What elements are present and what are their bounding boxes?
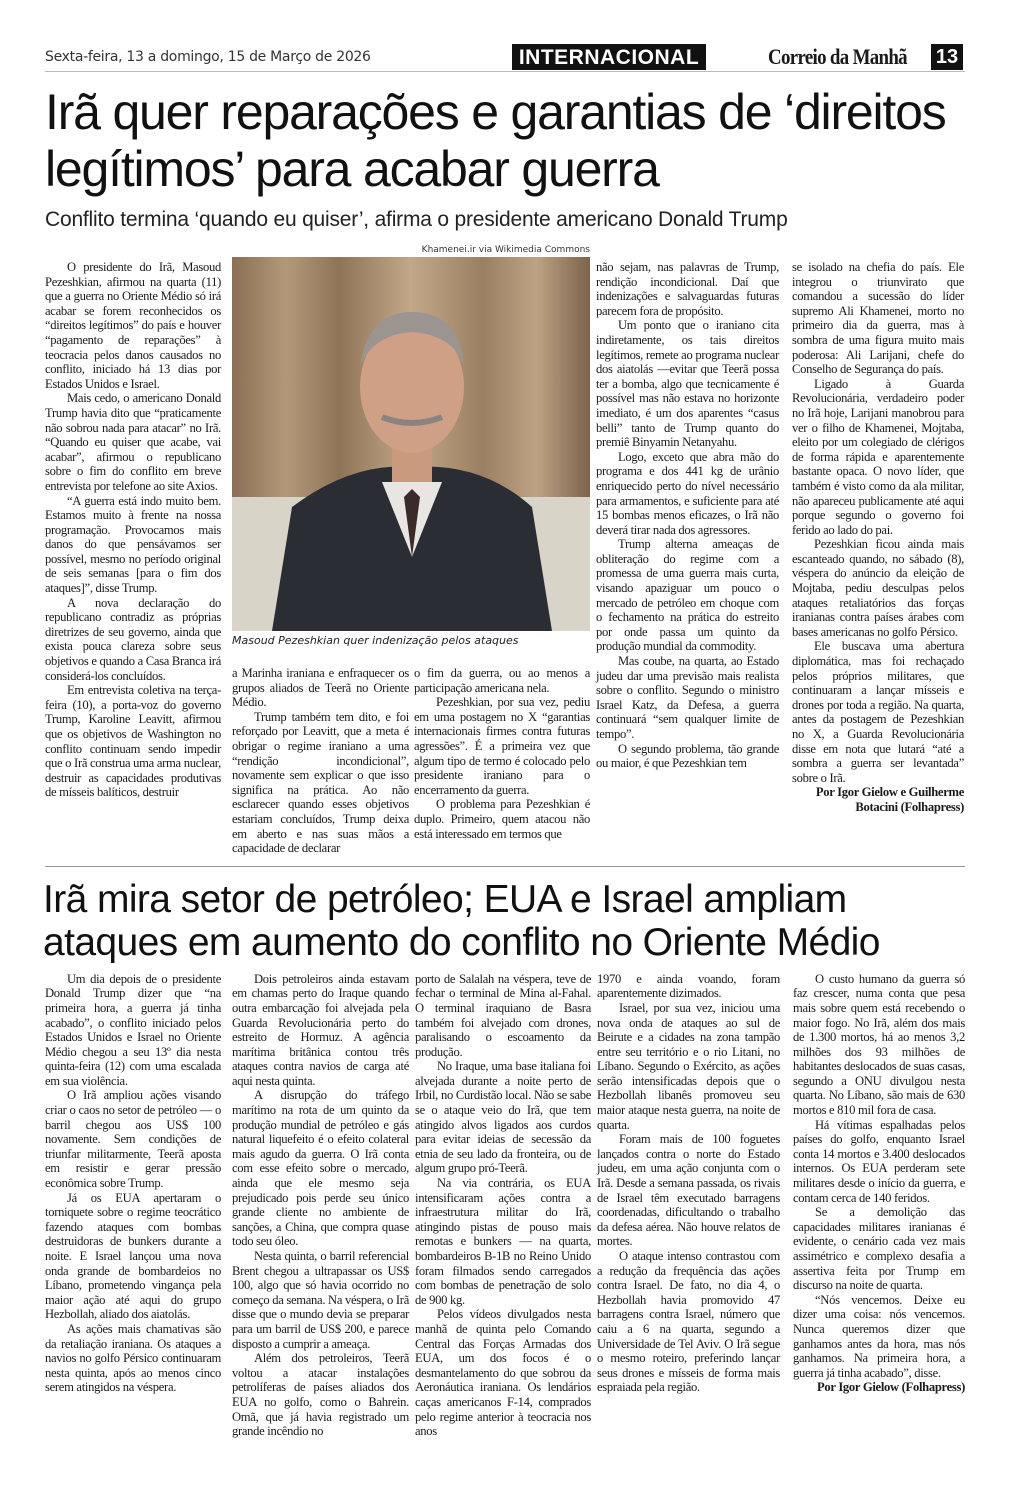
byline: Por Igor Gielow (Folhapress) (817, 1380, 965, 1395)
paragraph: Nesta quinta, o barril referencial Brent chegou a ultrapassar os US$ 100, algo que só havia ocorrido no começo da semana. Na véspera, o Irã disse que o mundo devia se preparar para um barril de US$ 200, e parece disposto a cumprir a ameaça. (232, 1249, 409, 1351)
paragraph: Na via contrária, os EUA intensificaram ações contra a infraestrutura militar do Irã, atingindo pistas de pouso mais remotas e bunkers — na quarta, bombardeiros B-1B no Reino Unido foram filmados sendo carregados com bombas de penetração de solo de 900 kg. (415, 1176, 591, 1307)
byline: Por Igor Gielow e Guilherme Botacini (Folhapress) (815, 785, 964, 814)
paragraph: Ele buscava uma abertura diplomática, mas foi rechaçado pelos próprios militares, que continuaram a lançar mísseis e drones por toda a região. Na quarta, antes da postagem de Pezeshkian no X, a Guarda Revolucionária disse em nota que lutará “até a sombra a guerra ser levantada” sobre o Irã. (792, 639, 964, 785)
paragraph: O Irã ampliou ações visando criar o caos no setor de petróleo — o barril chegou aos US$ 100 novamente. Sem condições de triunfar militarmente, Teerã aposta em resistir e gerar pressão econômica sobre Trump. (45, 1088, 221, 1191)
paragraph: não sejam, nas palavras de Trump, rendição incondicional. Daí que indenizações e salvaguardas futuras parecem fora de propósito. (596, 260, 779, 318)
article1-subheadline: Conflito termina ‘quando eu quiser’, afirma o presidente americano Donald Trump (45, 208, 788, 231)
paragraph: Já os EUA apertaram o torniquete sobre o regime teocrático fazendo ataques com bombas destruidoras de bunkers durante a noite. E Israel lançou uma nova onda grande de bombardeios no Líbano, prometendo vingança pela maior ação até aqui do grupo Hezbollah, aliado dos aiatolás. (45, 1190, 221, 1322)
article1-column-5 (792, 244, 964, 815)
paragraph: Pezeshkian, por sua vez, pediu em uma postagem no X “garantias internacionais firmes contra futuras agressões”. É a primeira vez que algum tipo de termo é colocado pelo presidente iraniano para o encerramento da guerra. (414, 695, 590, 797)
paragraph: O problema para Pezeshkian é duplo. Primeiro, quem atacou não está interessado em termos que (414, 797, 590, 841)
paragraph: Um dia depois de o presidente Donald Trump dizer que “na primeira hora, a guerra já tinha acabado”, o conflito iniciado pelos Estados Unidos e Israel no Oriente Médio chegou a seu 13º dia nesta quinta-feira (12) com uma escalada em sua violência. (45, 971, 221, 1088)
paragraph: 1970 e ainda voando, foram aparentemente dizimados. (597, 971, 780, 1001)
article1-column-3 (414, 666, 590, 856)
paragraph: O presidente do Irã, Masoud Pezeshkian, afirmou na quarta (11) que a guerra no Oriente Médio só irá acabar se forem reconhecidos os “direitos legítimos” do país e houver “pagamento de reparações” à teocracia pelos danos causados no conflito, iniciado há 13 dias por Estados Unidos e Israel. (45, 260, 221, 391)
paragraph: A disrupção do tráfego marítimo na rota de um quinto da produção mundial de petróleo e gás natural liquefeito é o efeito colateral mais agudo da guerra. O Irã conta com esse efeito sobre o mercado, ainda que ele mesmo seja prejudicado pois perde seu único grande cliente no ambiente de sanções, a China, que compra quase todo seu óleo. (232, 1088, 409, 1249)
paragraph: Ligado à Guarda Revolucionária, verdadeiro poder no Irã hoje, Larijani manobrou para ver o filho de Khamenei, Mojtaba, eleito por um colegiado de clérigos de forma rápida e aparentemente bastante opaca. O novo líder, que também é visto como da ala militar, não apareceu publicamente até aqui porque segundo o governo foi ferido ao lado do pai. (792, 376, 964, 537)
paragraph: No Iraque, uma base italiana foi alvejada durante a noite perto de Irbil, no Curdistão local. Não se sabe se o ataque veio do Irã, que tem atingido alvos ligados aos curdos para evitar ideias de secessão da etnia de seu lado da fronteira, ou de algum grupo pró-Teerã. (415, 1059, 591, 1176)
article2-column-1 (45, 972, 221, 1395)
article2-headline: Irã mira setor de petróleo; EUA e Israel ampliam ataques em aumento do conflito no Oriente Médio (43, 877, 880, 964)
photo-subcolumns (232, 666, 590, 856)
paragraph: Trump alterna ameaças de obliteração do regime com a promessa de uma guerra mais curta, visando apaziguar um pouco o mercado de petróleo em choque com o fechamento na prática do estreito por onde passa um quinto da produção mundial da commodity. (596, 537, 779, 654)
paragraph: “Nós vencemos. Deixe eu dizer uma coisa: nós vencemos. Nunca queremos dizer que ganhamos antes da hora, mas nós ganhamos. Na primeira hora, a guerra já tinha acabado”, disse. (793, 1292, 965, 1380)
paragraph: Mais cedo, o americano Donald Trump havia dito que “praticamente não sobrou nada para atacar” no Irã. “Quando eu quiser que acabe, vai acabar”, afirmou o republicano sobre o fim do conflito em breve entrevista por telefone ao site Axios. (45, 391, 221, 493)
paragraph: a Marinha iraniana e enfraquecer os grupos aliados de Teerã no Oriente Médio. (232, 666, 409, 710)
paragraph: Um ponto que o iraniano cita indiretamente, os tais direitos legítimos, remete ao programa nuclear dos aiatolás —evitar que Teerã possa ter a bomba, algo que tecnicamente é possível mas não estava no horizonte imediato, é um dos aparentes “casus belli” tanto de Trump quanto do premiê Binyamin Netanyahu. (596, 318, 779, 450)
paragraph: Além dos petroleiros, Teerã voltou a atacar instalações petrolíferas de países aliados dos EUA no golfo, como o Bahrein. Omã, que já havia registrado um grande incêndio no (232, 1351, 409, 1439)
paragraph: o fim da guerra, ou ao menos a participação americana nela. (414, 666, 590, 695)
photo-block (232, 244, 590, 856)
newspaper-logo: Correio da Manhã (768, 44, 907, 69)
portrait-image (232, 257, 590, 631)
article-divider (45, 866, 965, 867)
article1-column-4 (596, 244, 779, 771)
page-number: 13 (931, 44, 963, 70)
paragraph: Pelos vídeos divulgados nesta manhã de quinta pelo Comando Central das Forças Armadas dos EUA, um dos focos é o desmantelamento do que sobrou da Aeronáutica iraniana. Os lendários caças americanos F-14, comprados pelo regime anterior à teocracia nos anos (415, 1307, 591, 1439)
paragraph: “A guerra está indo muito bem. Estamos muito à frente na nossa programação. Provocamos mais danos do que pensávamos ser possível, mesmo no período original de seis semanas [para o fim dos ataques]”, disse Trump. (45, 493, 221, 596)
article2-column-4 (597, 972, 780, 1395)
paragraph: Dois petroleiros ainda estavam em chamas perto do Iraque quando outra embarcação foi alvejada pela Guarda Revolucionária perto do estreito de Hormuz. A agência marítima britânica contou três ataques contra navios de carga até aqui nesta quinta. (232, 971, 409, 1088)
article2-body (45, 972, 965, 1439)
paragraph: se isolado na chefia do país. Ele integrou o triunvirato que comandou a sucessão do líder supremo Ali Khamenei, morto no primeiro dia da guerra, mas à sombra de uma figura muito mais poderosa: Ali Larijani, chefe do Conselho de Segurança do país. (792, 260, 964, 377)
article2-column-3 (415, 972, 591, 1439)
paragraph: Pezeshkian ficou ainda mais escanteado quando, no sábado (8), véspera do anúncio da eleição de Mojtaba, pediu desculpas pelos ataques retaliatórios das forças iranianas contra países árabes com bases americanas no golfo Pérsico. (792, 537, 964, 639)
paragraph: porto de Salalah na véspera, teve de fechar o terminal de Mina al-Fahal. O terminal iraquiano de Basra também foi alvejado com drones, paralisando o escoamento da produção. (415, 971, 591, 1059)
paragraph: Em entrevista coletiva na terça-feira (10), a porta-voz do governo Trump, Karoline Leavitt, afirmou que os objetivos de Washington no conflito continuam sendo impedir que o Irã construa uma arma nuclear, destruir as capacidades produtivas de mísseis balíticos, destruir (45, 683, 221, 800)
article1-column-2 (232, 666, 409, 856)
paragraph: O segundo problema, tão grande ou maior, é que Pezeshkian tem (596, 741, 779, 771)
article1-body (45, 244, 965, 856)
paragraph: Mas coube, na quarta, ao Estado judeu dar uma previsão mais realista sobre o conflito. Segundo o ministro Israel Katz, da Defesa, a guerra continuará “sem qualquer limite de tempo”. (596, 654, 779, 741)
paragraph: Há vítimas espalhadas pelos países do golfo, enquanto Israel conta 14 mortos e 3.400 deslocados internos. Os EUA perderam sete militares desde o início da guerra, e contam cerca de 140 feridos. (793, 1117, 965, 1205)
paragraph: O custo humano da guerra só faz crescer, numa conta que pesa mais sobre quem está recebendo o maior fogo. No Irã, além dos mais de 1.300 mortos, há ao menos 3,2 milhões dos 93 milhões de habitantes deslocados de suas casas, segundo a ONU divulgou nesta quarta. No Líbano, são mais de 630 mortos e 810 mil fora de casa. (793, 971, 965, 1118)
paragraph: Israel, por sua vez, iniciou uma nova onda de ataques ao sul de Beirute e a cidades na zona tampão entre seu território e o rio Litani, no Líbano. Segundo o Exército, as ações serão intensificadas depois que o Hezbollah libanês promoveu seu maior ataque nesta guerra, na noite de quarta. (597, 1000, 780, 1132)
paragraph: A nova declaração do republicano contradiz as próprias diretrizes de seu governo, ainda que exista pouca clareza sobre seus objetivos e quando a Casa Branca irá considerá-los concluídos. (45, 595, 221, 683)
edition-date: Sexta-feira, 13 a domingo, 15 de Março de 2026 (45, 49, 371, 65)
paragraph: Foram mais de 100 foguetes lançados contra o norte do Estado judeu, em uma ação conjunta com o Irã. Desde a semana passada, os rivais de Israel têm executado barragens coordenadas, dificultando o trabalho da defesa aérea. Não houve relatos de mortes. (597, 1132, 780, 1249)
photo-caption: Masoud Pezeshkian quer indenização pelos ataques (232, 634, 519, 647)
article1-headline: Irã quer reparações e garantias de ‘direitos legítimos’ para acabar guerra (45, 84, 946, 197)
paragraph: As ações mais chamativas são da retaliação iraniana. Os ataques a navios no golfo Pérsico continuaram nesta quinta, após ao menos cinco serem atingidos na véspera. (45, 1321, 221, 1395)
paragraph: Trump também tem dito, e foi reforçado por Leavitt, que a meta é obrigar o regime iraniano a uma “rendição incondicional”, novamente sem explicar o que isso significa na prática. Ao não esclarecer quando esses objetivos estariam concluídos, Trump deixa em aberto e nas suas mãos a capacidade de declarar (232, 709, 409, 856)
photo-credit: Khamenei.ir via Wikimedia Commons (421, 245, 590, 255)
paragraph: O ataque intenso contrastou com a redução da frequência das ações contra Israel. De fato, no dia 4, o Hezbollah havia promovido 47 barragens contra Israel, número que caiu a 6 na quarta, segundo a Universidade de Tel Aviv. O Irã segue o mesmo roteiro, preferindo lançar seus drones e mísseis de forma mais espraiada pela região. (597, 1249, 780, 1395)
article1-column-1 (45, 244, 221, 800)
paragraph: Logo, exceto que abra mão do programa e dos 441 kg de urânio enriquecido perto do nível necessário para armamentos, e suficiente para até 15 bombas menos eficazes, o Irã não deverá tirar nada dos agressores. (596, 449, 779, 537)
paragraph: Se a demolição das capacidades militares iranianas é evidente, o cenário cada vez mais assimétrico e complexo desafia a assertiva feita por Trump em discurso na noite de quarta. (793, 1205, 965, 1293)
article2-column-5 (793, 972, 965, 1395)
article-photo (232, 257, 590, 631)
section-label: INTERNACIONAL (512, 44, 706, 70)
article2-column-2 (232, 972, 409, 1439)
